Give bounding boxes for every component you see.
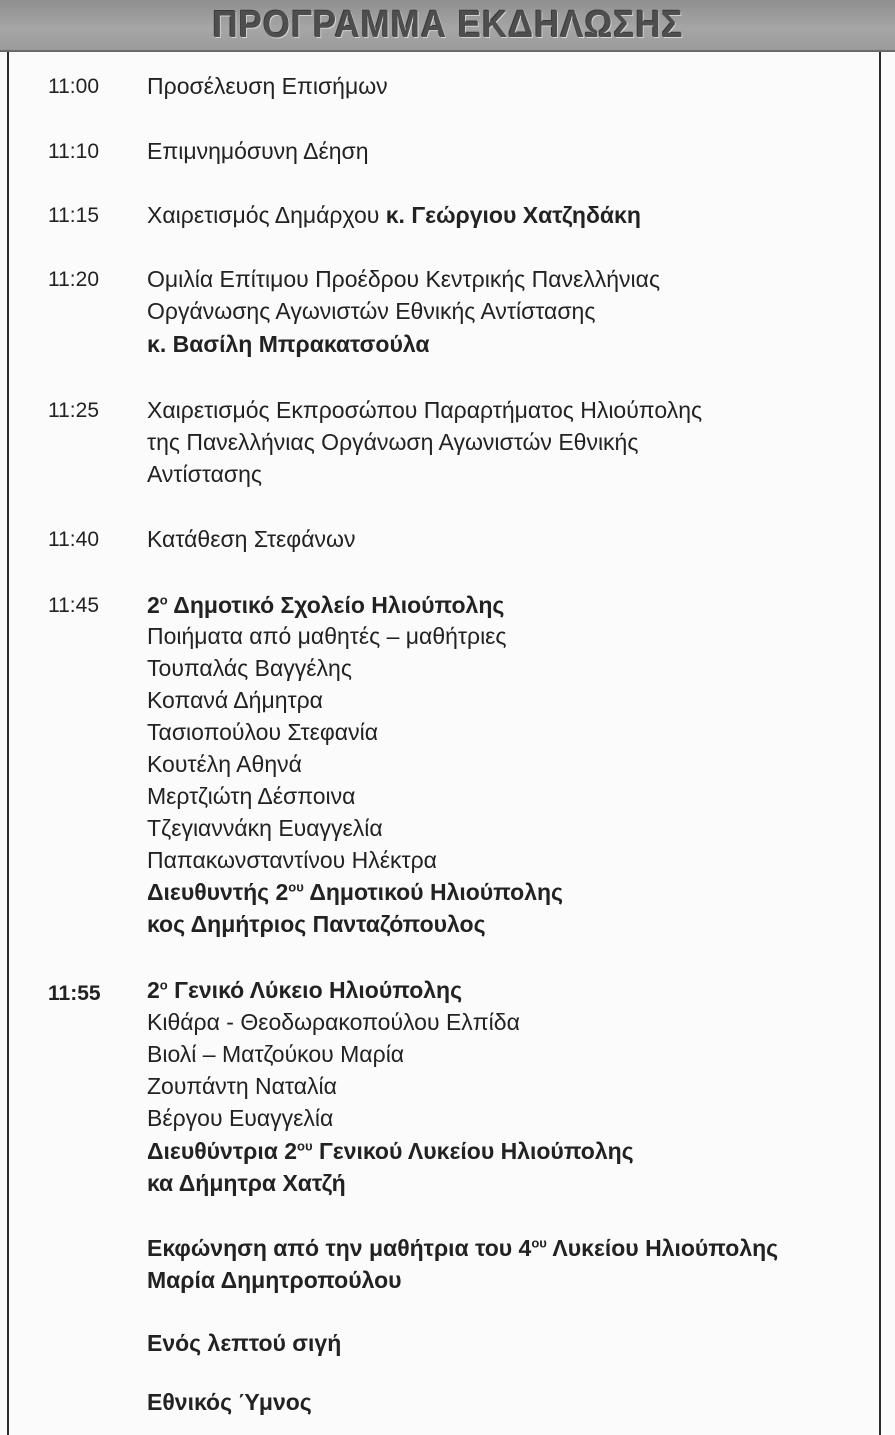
entry-time: 11:15: [48, 204, 99, 227]
poems-line: Ποιήματα από μαθητές – μαθήτριες: [147, 623, 507, 649]
greeting-text: Χαιρετισμός Δημάρχου: [147, 202, 380, 228]
anthem-line: Εθνικός Ύμνος: [147, 1389, 312, 1415]
list-item: Ζουπάντη Ναταλία: [147, 1073, 337, 1099]
entry-text-line: Ομιλία Επίτιμου Προέδρου Κεντρικής Πανελλήνιας: [147, 266, 661, 292]
mayor-name: κ. Γεώργιου Χατζηδάκη: [385, 202, 641, 228]
entry-text-line: της Πανελλήνιας Οργάνωση Αγωνιστών Εθνικής: [147, 429, 639, 455]
list-item: Βέργου Ευαγγελία: [147, 1105, 334, 1131]
school-name: $2^o$ Γενικό Λύκειο Ηλιούπολης: [147, 977, 463, 1003]
list-item: Τζεγιαννάκη Ευαγγελία: [147, 815, 383, 841]
entry-time: 11:55: [48, 982, 101, 1005]
list-item: Τασιοπούλου Στεφανία: [147, 719, 378, 745]
recital-line: Εκφώνηση από την μαθήτρια του $4^{o\upsilon}$ Λυκείου Ηλιούπολης: [147, 1235, 779, 1261]
entry-time: 11:00: [48, 75, 99, 98]
entry-time: 11:40: [48, 528, 99, 551]
list-item: Μερτζιώτη Δέσποινα: [147, 783, 356, 809]
entry-text: Προσέλευση Επισήμων: [147, 73, 388, 99]
school-name: $2^o$ Δημοτικό Σχολείο Ηλιούπολης: [147, 592, 505, 618]
recital-name: Μαρία Δημητροπούλου: [147, 1267, 402, 1293]
director-name: κα Δήμητρα Χατζή: [147, 1170, 346, 1196]
title-banner: [0, 0, 895, 52]
entry-text-line: Οργάνωσης Αγωνιστών Εθνικής Αντίστασης: [147, 298, 596, 324]
director-name: κος Δημήτριος Πανταζόπουλος: [147, 911, 486, 937]
page-title: ΠΡΟΓΡΑΜΜΑ ΕΚΔΗΛΩΣΗΣ: [212, 4, 683, 46]
entry-text-line: Χαιρετισμός Εκπροσώπου Παραρτήματος Ηλιούπολης: [147, 397, 703, 423]
list-item: Κοπανά Δήμητρα: [147, 687, 323, 713]
entry-text-line: Αντίστασης: [147, 461, 262, 487]
program-frame: [7, 52, 881, 1435]
entry-time: 11:25: [48, 399, 99, 422]
entry-text: [147, 202, 641, 229]
entry-text: Κατάθεση Στεφάνων: [147, 526, 356, 552]
director-title: Διευθύντρια $2^{o\upsilon}$ Γενικού Λυκείου Ηλιούπολης: [147, 1138, 634, 1164]
entry-time: 11:10: [48, 140, 99, 163]
list-item: Τουπαλάς Βαγγέλης: [147, 655, 352, 681]
list-item: Βιολί – Ματζούκου Μαρία: [147, 1041, 405, 1067]
list-item: Παπακωνσταντίνου Ηλέκτρα: [147, 847, 437, 873]
director-title: Διευθυντής $2^{o\upsilon}$ Δημοτικού Ηλιούπολης: [147, 879, 564, 905]
silence-line: Ενός λεπτού σιγή: [147, 1330, 342, 1356]
speaker-name: κ. Βασίλη Μπρακατσούλα: [147, 331, 430, 357]
list-item: Κιθάρα - Θεοδωρακοπούλου Ελπίδα: [147, 1009, 520, 1035]
entry-time: 11:20: [48, 268, 99, 291]
entry-text: Επιμνημόσυνη Δέηση: [147, 138, 369, 164]
list-item: Κουτέλη Αθηνά: [147, 751, 302, 777]
entry-time: 11:45: [48, 594, 99, 617]
